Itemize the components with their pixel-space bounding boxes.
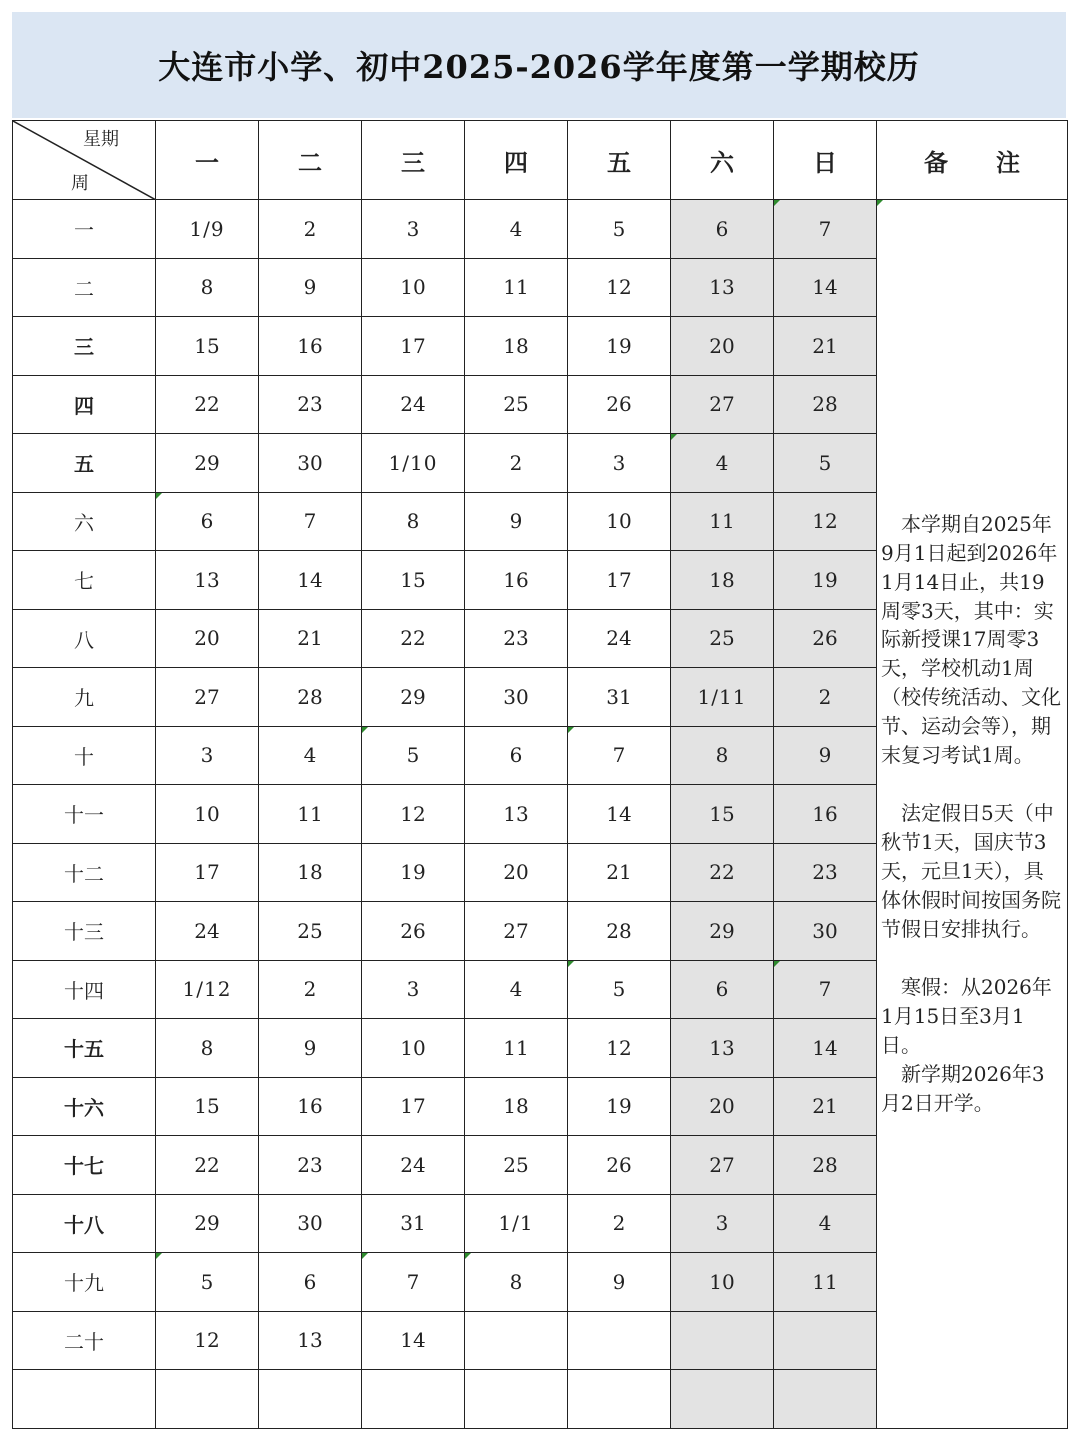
date-cell: 5 (774, 434, 877, 493)
week-number: 十六 (13, 1077, 156, 1136)
week-number: 十二 (13, 843, 156, 902)
date-cell: 9 (568, 1253, 671, 1312)
date-cell: 6 (465, 726, 568, 785)
date-cell: 16 (259, 317, 362, 376)
week-number: 十一 (13, 785, 156, 844)
note-spacer (881, 769, 1063, 799)
date-cell: 13 (671, 1019, 774, 1078)
date-cell: 22 (362, 609, 465, 668)
week-number: 十四 (13, 960, 156, 1019)
date-cell: 16 (259, 1077, 362, 1136)
note-winter-break: 寒假：从2026年1月15日至3月1日。 (881, 975, 1052, 1057)
date-cell: 2 (465, 434, 568, 493)
date-cell: 26 (774, 609, 877, 668)
date-cell: 8 (362, 492, 465, 551)
date-cell: 20 (671, 317, 774, 376)
date-cell: 17 (156, 843, 259, 902)
date-cell (568, 1311, 671, 1370)
date-cell: 31 (568, 668, 671, 727)
date-cell: 24 (568, 609, 671, 668)
date-cell: 26 (568, 1136, 671, 1195)
date-cell: 10 (568, 492, 671, 551)
date-cell: 8 (671, 726, 774, 785)
date-cell: 29 (156, 434, 259, 493)
corner-weekday-label: 星期 (83, 129, 119, 150)
date-cell: 28 (259, 668, 362, 727)
date-cell: 12 (362, 785, 465, 844)
date-cell: 11 (671, 492, 774, 551)
week-number (13, 1370, 156, 1429)
date-cell: 3 (362, 200, 465, 259)
date-cell: 15 (671, 785, 774, 844)
date-cell: 12 (568, 258, 671, 317)
date-cell: 21 (259, 609, 362, 668)
date-cell (465, 1370, 568, 1429)
date-cell: 8 (156, 1019, 259, 1078)
date-cell: 10 (362, 1019, 465, 1078)
date-cell: 3 (671, 1194, 774, 1253)
date-cell: 29 (671, 902, 774, 961)
week-number: 十九 (13, 1253, 156, 1312)
date-cell: 23 (774, 843, 877, 902)
date-cell: 4 (465, 200, 568, 259)
date-cell (568, 1370, 671, 1429)
date-cell: 29 (362, 668, 465, 727)
date-cell: 29 (156, 1194, 259, 1253)
date-cell: 30 (259, 434, 362, 493)
notes-cell (877, 200, 1068, 1429)
date-cell: 2 (259, 960, 362, 1019)
date-cell: 31 (362, 1194, 465, 1253)
date-cell: 11 (259, 785, 362, 844)
week-number: 三 (13, 317, 156, 376)
day-header-sun: 日 (774, 121, 877, 200)
date-cell: 2 (774, 668, 877, 727)
date-cell: 14 (362, 1311, 465, 1370)
week-row (13, 200, 1068, 259)
date-cell: 30 (465, 668, 568, 727)
note-next-term: 新学期2026年3月2日开学。 (881, 1061, 1045, 1115)
date-cell: 30 (259, 1194, 362, 1253)
date-cell: 13 (259, 1311, 362, 1370)
date-cell: 8 (156, 258, 259, 317)
date-cell (362, 1370, 465, 1429)
date-cell: 20 (671, 1077, 774, 1136)
date-cell: 20 (465, 843, 568, 902)
date-cell: 14 (774, 258, 877, 317)
date-cell: 18 (259, 843, 362, 902)
date-cell: 25 (465, 375, 568, 434)
date-cell: 12 (774, 492, 877, 551)
date-cell: 8 (465, 1253, 568, 1312)
date-cell: 27 (671, 1136, 774, 1195)
date-cell: 24 (362, 375, 465, 434)
date-cell: 17 (362, 317, 465, 376)
date-cell: 25 (465, 1136, 568, 1195)
date-cell: 1/10 (362, 434, 465, 493)
date-cell: 17 (568, 551, 671, 610)
week-number: 二十 (13, 1311, 156, 1370)
date-cell: 19 (568, 317, 671, 376)
date-cell: 24 (362, 1136, 465, 1195)
week-number: 四 (13, 375, 156, 434)
date-cell: 5 (362, 726, 465, 785)
date-cell: 9 (259, 258, 362, 317)
date-cell: 9 (774, 726, 877, 785)
date-cell: 27 (156, 668, 259, 727)
school-calendar-table (12, 120, 1068, 1429)
date-cell: 21 (774, 1077, 877, 1136)
note-term: 本学期自2025年9月1日起到2026年1月14日止，共19周零3天，其中：实际新授课17周零3天，学校机动1周（校传统活动、文化节、运动会等），期末复习考试1周。 (881, 512, 1061, 767)
date-cell: 16 (774, 785, 877, 844)
date-cell: 7 (259, 492, 362, 551)
date-cell: 4 (465, 960, 568, 1019)
date-cell: 11 (465, 258, 568, 317)
title-banner (12, 12, 1066, 118)
week-number: 十八 (13, 1194, 156, 1253)
date-cell: 22 (156, 375, 259, 434)
date-cell: 17 (362, 1077, 465, 1136)
date-cell: 26 (362, 902, 465, 961)
date-cell: 30 (774, 902, 877, 961)
date-cell: 28 (568, 902, 671, 961)
week-number: 九 (13, 668, 156, 727)
date-cell: 27 (465, 902, 568, 961)
notes-header: 备 注 (877, 121, 1068, 200)
date-cell: 10 (671, 1253, 774, 1312)
date-cell: 2 (568, 1194, 671, 1253)
date-cell (671, 1311, 774, 1370)
day-header-tue: 二 (259, 121, 362, 200)
date-cell: 6 (156, 492, 259, 551)
date-cell: 3 (156, 726, 259, 785)
date-cell: 13 (671, 258, 774, 317)
date-cell: 14 (774, 1019, 877, 1078)
date-cell: 18 (465, 1077, 568, 1136)
date-cell: 27 (671, 375, 774, 434)
date-cell: 11 (465, 1019, 568, 1078)
date-cell: 5 (568, 200, 671, 259)
date-cell: 9 (465, 492, 568, 551)
note-holidays: 法定假日5天（中秋节1天，国庆节3天，元旦1天），具体休假时间按国务院节假日安排执行。 (881, 801, 1061, 941)
date-cell: 22 (156, 1136, 259, 1195)
date-cell: 7 (362, 1253, 465, 1312)
week-number: 十五 (13, 1019, 156, 1078)
week-number: 七 (13, 551, 156, 610)
week-number: 十七 (13, 1136, 156, 1195)
date-cell: 20 (156, 609, 259, 668)
date-cell: 12 (156, 1311, 259, 1370)
week-number: 五 (13, 434, 156, 493)
date-cell: 6 (671, 960, 774, 1019)
date-cell (465, 1311, 568, 1370)
date-cell: 1/9 (156, 200, 259, 259)
date-cell (774, 1311, 877, 1370)
calendar-body (13, 200, 1068, 1429)
date-cell: 7 (774, 200, 877, 259)
day-header-thu: 四 (465, 121, 568, 200)
date-cell: 25 (671, 609, 774, 668)
week-number: 十 (13, 726, 156, 785)
date-cell: 3 (568, 434, 671, 493)
page-title: 大连市小学、初中2025-2026学年度第一学期校历 (158, 48, 920, 86)
date-cell: 28 (774, 1136, 877, 1195)
week-number: 八 (13, 609, 156, 668)
date-cell: 15 (156, 1077, 259, 1136)
date-cell (259, 1370, 362, 1429)
date-cell (671, 1370, 774, 1429)
date-cell: 19 (362, 843, 465, 902)
date-cell: 25 (259, 902, 362, 961)
date-cell: 19 (568, 1077, 671, 1136)
date-cell: 1/11 (671, 668, 774, 727)
date-cell: 16 (465, 551, 568, 610)
date-cell: 7 (568, 726, 671, 785)
date-cell: 4 (774, 1194, 877, 1253)
date-cell: 26 (568, 375, 671, 434)
date-cell: 5 (156, 1253, 259, 1312)
date-cell: 1/1 (465, 1194, 568, 1253)
date-cell: 21 (568, 843, 671, 902)
date-cell: 14 (568, 785, 671, 844)
header-row (13, 121, 1068, 200)
date-cell (774, 1370, 877, 1429)
date-cell: 18 (671, 551, 774, 610)
date-cell: 23 (259, 375, 362, 434)
date-cell: 4 (259, 726, 362, 785)
date-cell: 9 (259, 1019, 362, 1078)
date-cell: 12 (568, 1019, 671, 1078)
date-cell: 6 (259, 1253, 362, 1312)
date-cell: 13 (465, 785, 568, 844)
date-cell: 10 (362, 258, 465, 317)
date-cell: 6 (671, 200, 774, 259)
date-cell: 15 (362, 551, 465, 610)
week-number: 一 (13, 200, 156, 259)
date-cell: 15 (156, 317, 259, 376)
date-cell: 4 (671, 434, 774, 493)
date-cell (156, 1370, 259, 1429)
day-header-wed: 三 (362, 121, 465, 200)
date-cell: 13 (156, 551, 259, 610)
day-header-mon: 一 (156, 121, 259, 200)
note-spacer (881, 943, 1063, 973)
day-header-sat: 六 (671, 121, 774, 200)
date-cell: 23 (465, 609, 568, 668)
date-cell: 1/12 (156, 960, 259, 1019)
date-cell: 3 (362, 960, 465, 1019)
date-cell: 5 (568, 960, 671, 1019)
date-cell: 28 (774, 375, 877, 434)
day-header-fri: 五 (568, 121, 671, 200)
date-cell: 7 (774, 960, 877, 1019)
week-number: 十三 (13, 902, 156, 961)
week-number: 六 (13, 492, 156, 551)
date-cell: 23 (259, 1136, 362, 1195)
date-cell: 24 (156, 902, 259, 961)
week-number: 二 (13, 258, 156, 317)
date-cell: 22 (671, 843, 774, 902)
date-cell: 14 (259, 551, 362, 610)
date-cell: 10 (156, 785, 259, 844)
date-cell: 2 (259, 200, 362, 259)
date-cell: 19 (774, 551, 877, 610)
date-cell: 11 (774, 1253, 877, 1312)
date-cell: 18 (465, 317, 568, 376)
date-cell: 21 (774, 317, 877, 376)
corner-week-label: 周 (71, 173, 89, 194)
corner-cell (13, 121, 156, 200)
